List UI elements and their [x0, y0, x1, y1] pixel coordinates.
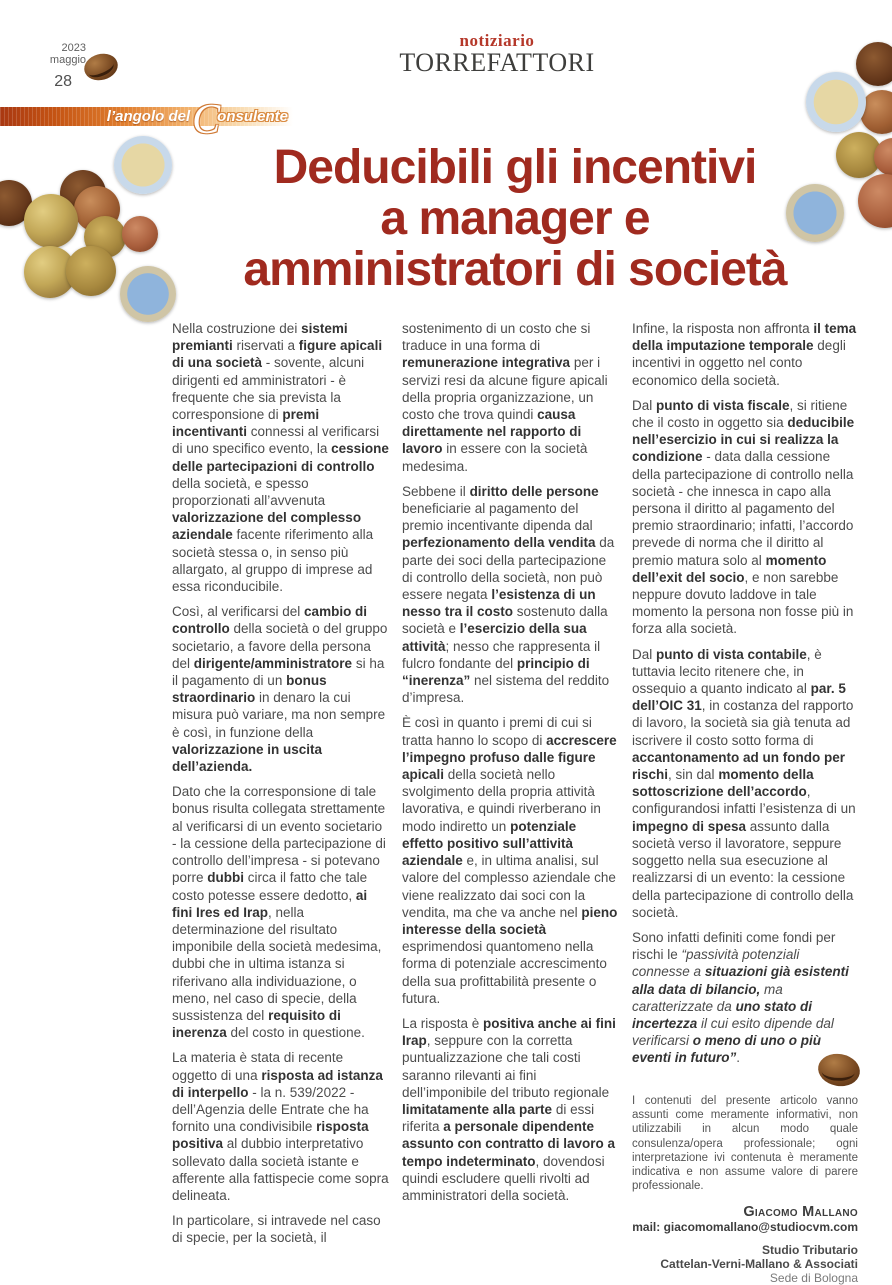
banner-capital-c: C [192, 97, 221, 143]
title-line-3: amministratori di società [243, 243, 787, 296]
masthead-torrefattori: TORREFATTORI [399, 48, 595, 77]
euro-coin-icon [24, 194, 78, 248]
masthead-notiziario: notiziario [459, 31, 535, 50]
euro-coin-icon [806, 72, 866, 132]
firm-block [632, 1243, 858, 1285]
author-name: Giacomo Mallano [743, 1204, 858, 1221]
article-title [120, 142, 892, 295]
euro-coin-icon [856, 42, 892, 86]
page-number: 28 [54, 73, 72, 90]
article-column-2: sostenimento di un costo che si traduce in una forma di remunerazione integrativa per i servizi resi da alcune figure apicali della propria organizzazione, un costo che trova quindi causa direttamente nel rapporto di lavoro in essere con la società medesima. Sebbene il diritto delle persone beneficiarie al pagamento del premio incentivante dipenda dal perfezionamento della vendita da parte dei soci della partecipazione di controllo della società, non può essere negata l’esistenza di un nesso tra il costo sostenuto dalla società e l’esercizio della sua attività; nesso che rappresenta il fulcro fondante del principio di “inerenza” nel sistema del reddito d’impresa. È così in quanto i premi di cui si tratta hanno lo scopo di accrescere l’impegno profuso dalle figure apicali della società nello svolgimento della propria attività lavorativa, e quindi riverberano in modo indiretto un potenziale effetto positivo sull’attività aziendale e, in ultima analisi, sul valore del complesso aziendale che viene realizzato dai soci con la vendita, ma che va anche nel pieno interesse della società esprimendosi quantomeno nella forma di potenziale accrescimento della sua profittabilità presente o futura. La risposta è positiva anche ai fini Irap, seppure con la corretta puntualizzazione che tali costi saranno rilevanti ai fini dell’imponibile del tributo regionale limitatamente alla parte di essi riferita a personale dipendente assunto con contratto di lavoro a tempo indeterminato, dovendosi quindi escludere quelli rivolti ad amministratori della società. [402, 321, 618, 1203]
author-email: mail: giacomomallano@studiocvm.com [632, 1220, 858, 1235]
firm-line-2: Cattelan-Verni-Mallano & Associati [660, 1257, 858, 1272]
coffee-bean-icon [81, 50, 121, 84]
disclaimer-text: I contenuti del presente articolo vanno assunti come meramente informativi, non utilizzabili in alcun modo quale consulenza/opera professionale; ogni interpretazione ivi contenuta è meramente indicativa e non assume valore di parere professionale. [632, 1095, 858, 1193]
section-banner [0, 97, 296, 143]
article-column-1: Nella costruzione dei sistemi premianti riservati a figure apicali di una società - sovente, alcuni dirigenti ed amministratori - è frequente che sia prevista la corresponsione di premi incentivanti connessi al verificarsi di uno specifico evento, la cessione delle partecipazioni di controllo della società, e spesso proporzionati all’avvenuta valorizzazione del complesso aziendale facente riferimento alla società stessa o, in senso più allargato, al gruppo di imprese ad essa riconducibile. Così, al verificarsi del cambio di controllo della società o del gruppo societario, a favore della persona del dirigente/amministratore si ha il pagamento di un bonus straordinario in denaro la cui misura può variare, ma non sempre è così, in funzione della valorizzazione in uscita dell’azienda. Dato che la corresponsione di tale bonus risulta collegata strettamente al verificarsi di un evento societario - la cessione della partecipazione di controllo dell’impresa - si potevano porre dubbi circa il fatto che tale costo potesse essere dedotto, ai fini Ires ed Irap, nella determinazione del risultato imponibile della società medesima, dubbi che in ultima istanza si riferivano alla individuazione, o meno, nel caso di specie, della sussistenza del requisito di inerenza del costo in questione. La materia è stata di recente oggetto di una risposta ad istanza di interpello - la n. 539/2022 - dell’Agenzia delle Entrate che ha fornito una condivisibile risposta positiva al dubbio interpretativo sollevato dalla società istante e afferente alla fattispecie come sopra delineata. In particolare, si intravede nel caso di specie, per la società, il [172, 321, 389, 1246]
banner-text-prefix: l’angolo del [106, 108, 191, 125]
title-line-2: a manager e [380, 192, 650, 245]
euro-coin-icon [66, 246, 116, 296]
title-line-1: Deducibili gli incentivi [273, 141, 757, 194]
issue-date [28, 42, 86, 66]
firm-line-3: Sede di Bologna [769, 1271, 858, 1285]
issue-year: 2023 [61, 42, 86, 54]
firm-line-1: Studio Tributario [762, 1243, 858, 1258]
masthead [377, 32, 617, 76]
banner-text-suffix: onsulente [217, 108, 288, 125]
issue-month: maggio [49, 54, 86, 66]
article-footer [632, 1094, 858, 1285]
article-column-3: Infine, la risposta non affronta il tema della imputazione temporale degli incentivi in oggetto nel conto economico della società. Dal punto di vista fiscale, si ritiene che il costo in oggetto sia deducibile nell’esercizio in cui si realizza la condizione - data dalla cessione della partecipazione di controllo nella società - che innesca in capo alla persona il diritto al pagamento del premio straordinario; infatti, l’accordo prevede di norma che il diritto al premio matura solo al momento dell’exit del socio, e non sarebbe neppure dovuto laddove in tale momento la persona non fosse più in forza alla società. Dal punto di vista contabile, è tuttavia lecito ritenere che, in ossequio a quanto indicato al par. 5 dell’OIC 31, in costanza del rapporto di lavoro, la società sia già tenuta ad iscrivere il costo sotto forma di accantonamento ad un fondo per rischi, sin dal momento della sottoscrizione dell’accordo, configurandosi infatti l’esistenza di un impegno di spesa assunto dalla società verso il lavoratore, seppure soggetto nella sua esecuzione al realizzarsi di un evento: la cessione della partecipazione di controllo della società. Sono infatti definiti come fondi per rischi le “passività potenziali connesse a situazioni già esistenti alla data di bilancio, ma caratterizzate da uno stato di incertezza il cui esito dipende dal verificarsi o meno di uno o più eventi in futuro”. [632, 321, 857, 1066]
